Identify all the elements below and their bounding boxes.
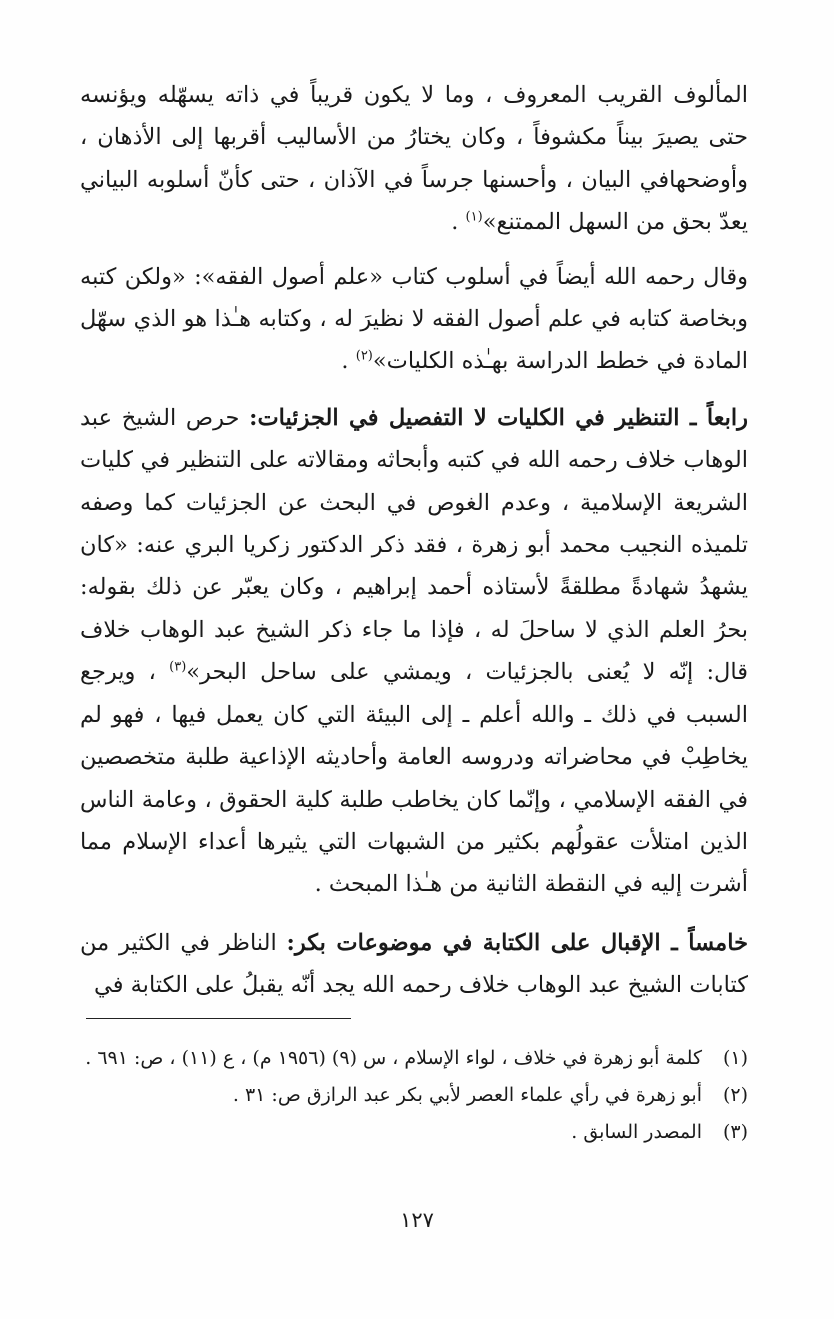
paragraph-3-text-a: حرص الشيخ عبد الوهاب خلاف رحمه الله في كتبه وأبحاثه ومقالاته على التنظير في كليات الشريعة الإسلامية ، وعدم الغوص في البحث عن الجزئيات كما وصفه تلميذه النجيب محمد أبو زهرة ، فقد ذكر الدكتور زكريا البري عنه: «كان يشهدُ شهادةً مطلقةً لأستاذه أحمد إبراهيم ، وكان يعبّر عن ذلك بقوله: بحرُ العلم الذي لا ساحلَ له ، فإذا ما جاء ذكر الشيخ عبد الوهاب خلاف قال: إنّه لا يُعنى بالجزئيات ، ويمشي على ساحل البحر» bbox=[80, 404, 748, 686]
footnote-separator bbox=[86, 1018, 351, 1019]
section-heading-5: خامساً ـ الإقبال على الكتابة في موضوعات بكر: bbox=[286, 929, 748, 956]
paragraph-2 bbox=[80, 256, 748, 383]
paragraph-2-text: وقال رحمه الله أيضاً في أسلوب كتاب «علم أصول الفقه»: «ولكن كتبه وبخاصة كتابه في علم أصول الفقه لا نظيرَ له ، وكتابه هـٰذا هو الذي سهّل المادة في خطط الدراسة بهـٰذه الكليات» bbox=[80, 263, 748, 375]
paragraph-3-text-b: ، ويرجع السبب في ذلك ـ والله أعلم ـ إلى البيئة التي كان يعمل فيها ، فهو لم يخاطِبْ في محاضراته ودروسه العامة وأحاديثه الإذاعية طلبة متخصصين في الفقه الإسلامي ، وإنّما كان يخاطب طلبة كلية الحقوق ، وعامة الناس الذين امتلأت عقولُهم بكثير من الشبهات التي يثيرها أعداء الإسلام مما أشرت إليه في النقطة الثانية من هـٰذا المبحث . bbox=[80, 659, 748, 898]
footnote-ref-1: (١) bbox=[465, 209, 483, 225]
paragraph-1-end: . bbox=[451, 209, 466, 236]
footnote-1 bbox=[80, 1040, 748, 1077]
footnote-2 bbox=[80, 1077, 748, 1114]
footnote-1-text: كلمة أبو زهرة في خلاف ، لواء الإسلام ، س (٩) (١٩٥٦ م) ، ع (١١) ، ص: ٦٩١ . bbox=[85, 1047, 702, 1069]
paragraph-1 bbox=[80, 74, 748, 244]
footnote-2-number: (٢) bbox=[722, 1084, 748, 1106]
footnote-3-text: المصدر السابق . bbox=[571, 1121, 702, 1143]
footnote-ref-3: (٣) bbox=[169, 659, 187, 675]
paragraph-2-end: . bbox=[341, 348, 356, 375]
paragraph-3 bbox=[80, 397, 748, 906]
section-heading-4: رابعاً ـ التنظير في الكليات لا التفصيل في الجزئيات: bbox=[249, 404, 749, 431]
footnote-1-number: (١) bbox=[722, 1047, 748, 1069]
footnote-2-text: أبو زهرة في رأي علماء العصر لأبي بكر عبد الرازق ص: ٣١ . bbox=[232, 1084, 702, 1106]
footnote-3 bbox=[80, 1114, 748, 1151]
footnotes bbox=[80, 1040, 748, 1151]
paragraph-4 bbox=[80, 922, 748, 1007]
footnote-ref-2: (٢) bbox=[355, 348, 373, 364]
page-number: ١٢٧ bbox=[400, 1208, 434, 1232]
footnote-3-number: (٣) bbox=[722, 1121, 748, 1143]
paragraph-4-text: الناظر في الكثير من كتابات الشيخ عبد الوهاب خلاف رحمه الله يجد أنّه يقبلُ على الكتابة في bbox=[80, 929, 748, 999]
paragraph-1-text: المألوف القريب المعروف ، وما لا يكون قريباً في ذاته يسهّله ويؤنسه حتى يصيرَ بيناً مكشوفاً ، وكان يختارُ من الأساليب أقربها إلى الأذهان ، وأوضحهافي البيان ، وأحسنها جرساً في الآذان ، حتى كأنّ أسلوبه البياني يعدّ بحق من السهل الممتنع» bbox=[80, 82, 748, 236]
